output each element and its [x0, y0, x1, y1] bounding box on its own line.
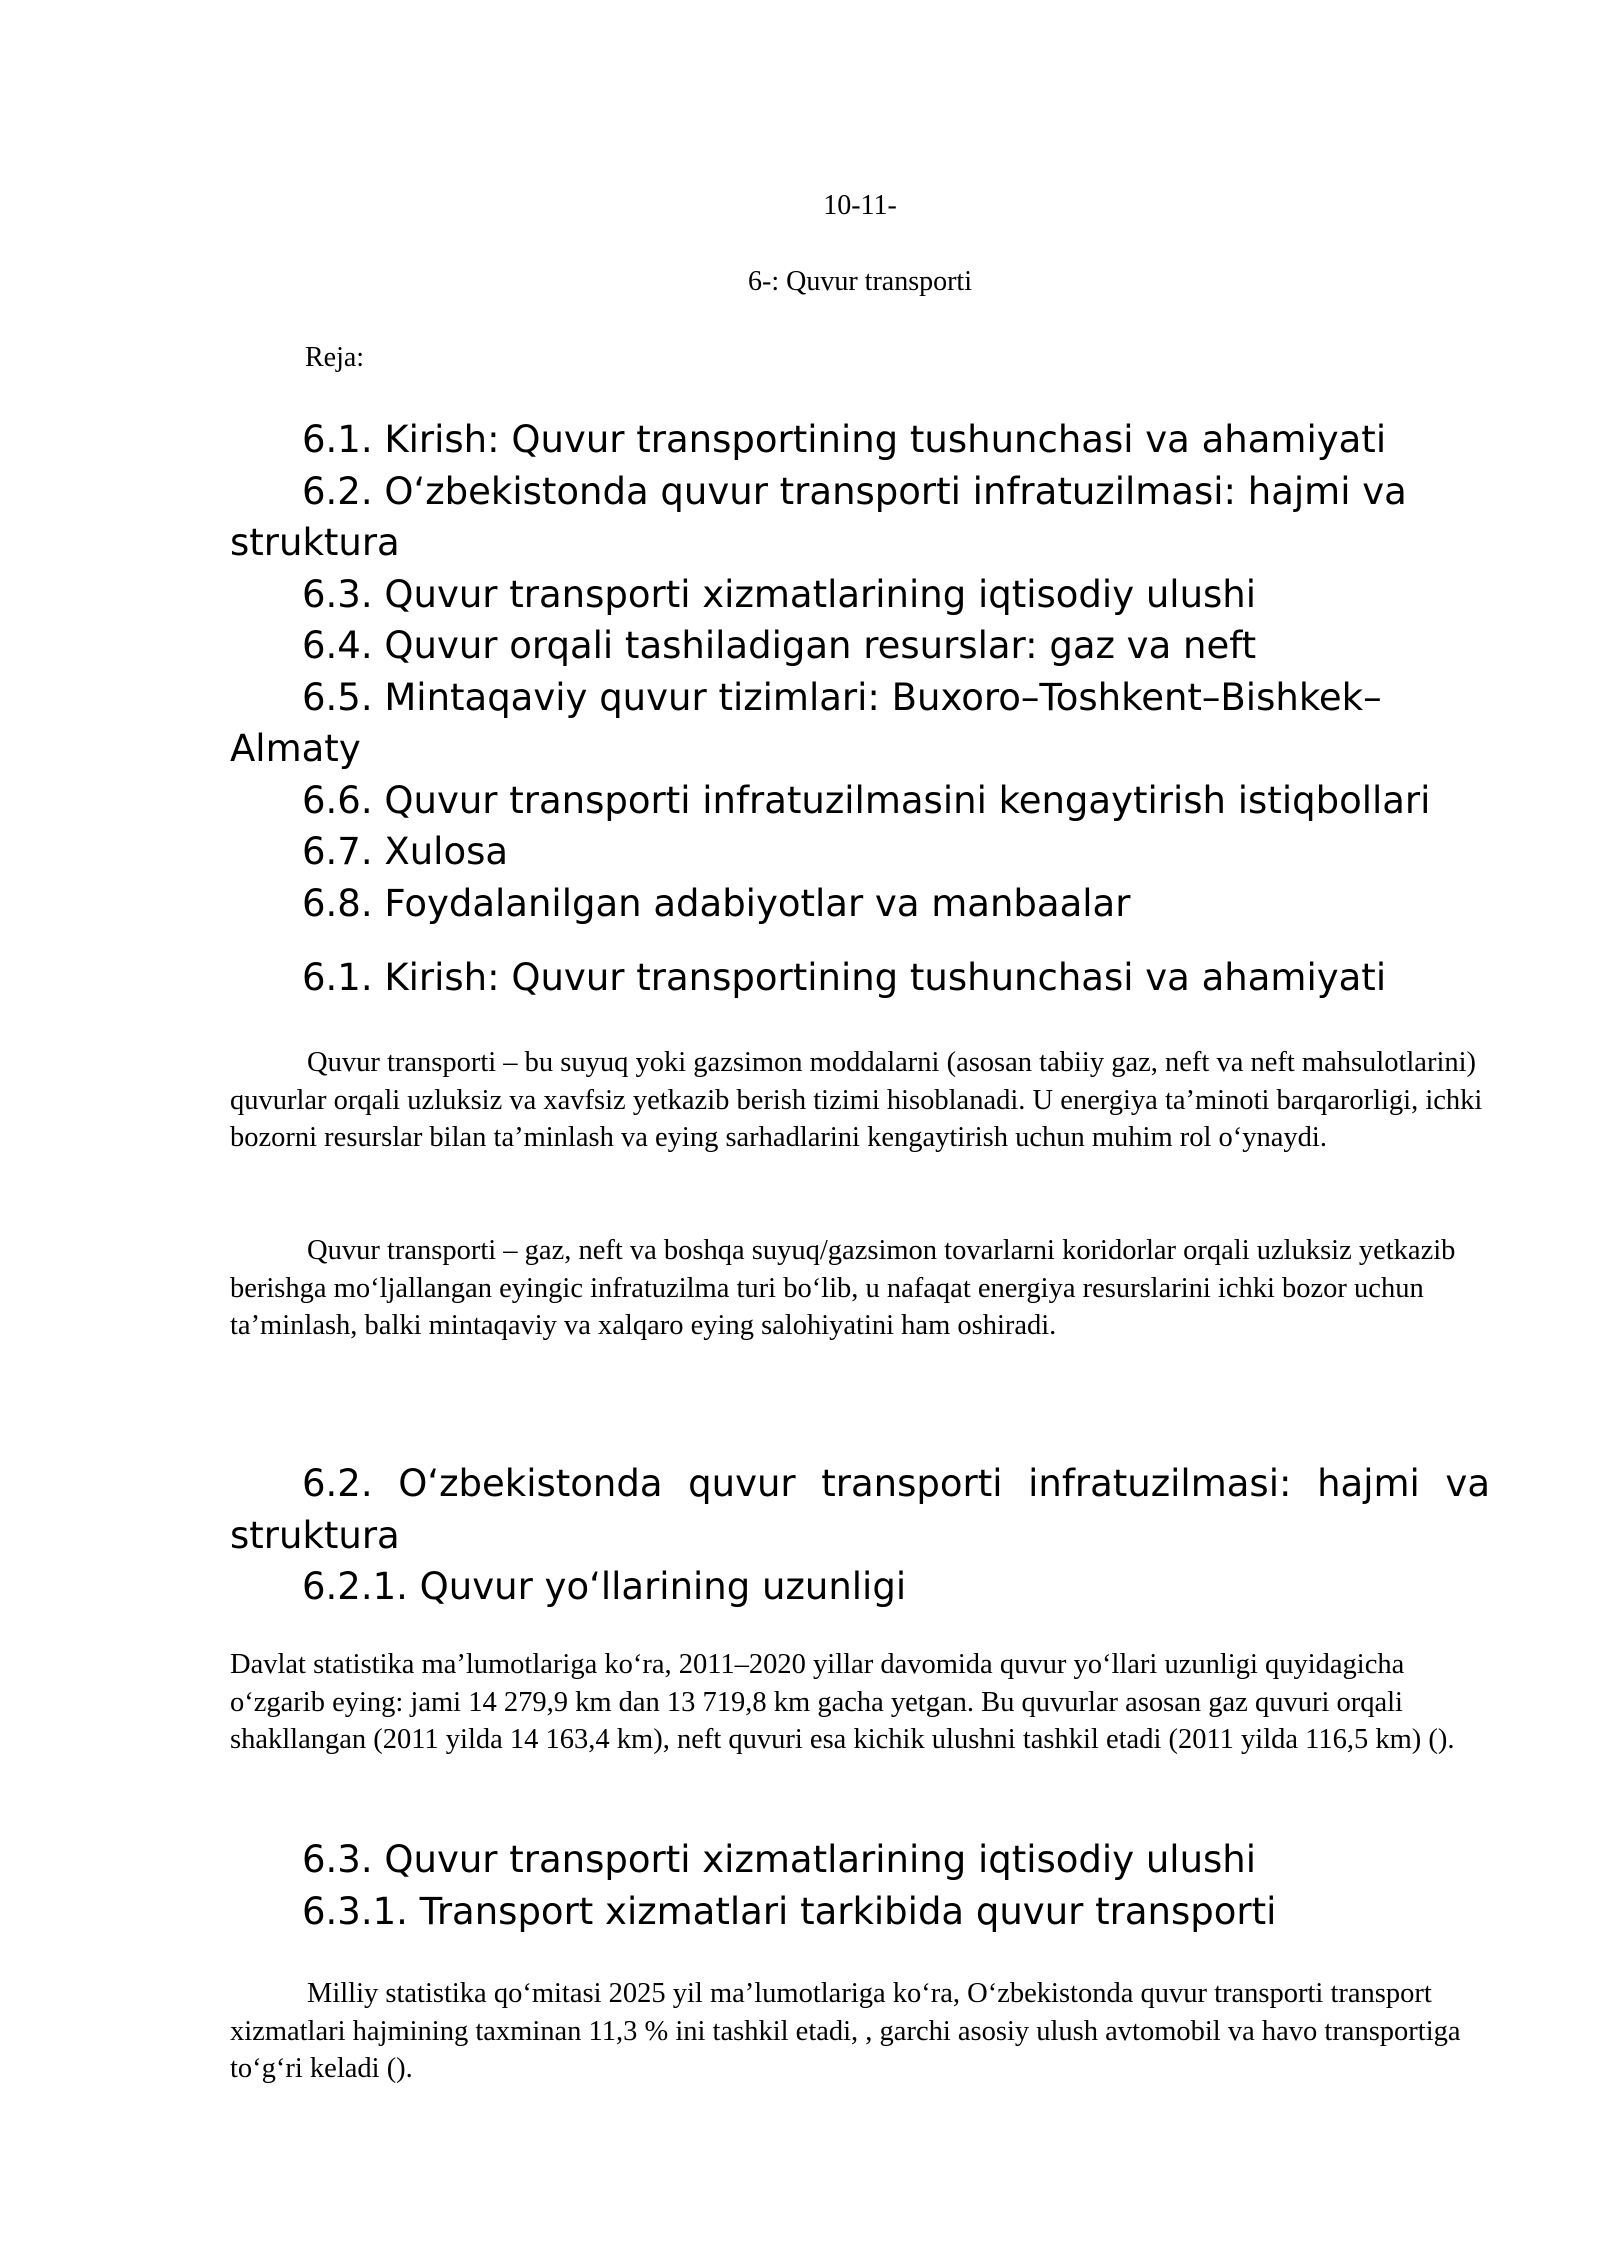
subsection-heading-6-3-1: 6.3.1. Transport xizmatlari tarkibida quvur transporti: [302, 1889, 1277, 1933]
section-6-1-paragraph-2: Quvur transporti – gaz, neft va boshqa suyuq/gazsimon tovarlarni koridorlar orqali uzluksiz yetkazib berishga mo‘ljallangan eyingic infratuzilma turi bo‘lib, u nafaqat energiya resurslarini ichki bozor uchun ta’minlash, balki mintaqaviy va xalqaro eying salohiyatini ham oshiradi.: [230, 1235, 1456, 1341]
plan-list: [230, 414, 1490, 929]
plan-item: 6.6. Quvur transporti infratuzilmasini kengaytirish istiqbollari: [302, 778, 1431, 822]
subsection-heading-6-2-1: 6.2.1. Quvur yo‘llarining uzunligi: [302, 1565, 907, 1608]
plan-item: 6.8. Foydalanilgan adabiyotlar va manbaalar: [302, 881, 1131, 925]
plan-item: 6.3. Quvur transporti xizmatlarining iqtisodiy ulushi: [302, 572, 1257, 616]
plan-item: 6.7. Xulosa: [302, 830, 509, 873]
plan-item: 6.4. Quvur orqali tashiladigan resurslar: gaz va neft: [302, 624, 1257, 667]
section-6-1-paragraph-1: Quvur transporti – bu suyuq yoki gazsimon moddalarni (asosan tabiiy gaz, neft va neft mahsulotlarini) quvurlar orqali uzluksiz va xavfsiz yetkazib berish tizimi hisoblanadi. U energiya ta’minoti barqarorligi, ichki bozorni resurslar bilan ta’minlash va eying sarhadlarini kengaytirish uchun muhim rol o‘ynaydi.: [230, 1047, 1483, 1153]
section-6-2-paragraph: Davlat statistika ma’lumotlariga ko‘ra, 2011–2020 yillar davomida quvur yo‘llari uzunligi quyidagicha o‘zgarib eying: jami 14 279,9 km dan 13 719,8 km gacha yetgan. Bu quvurlar asosan gaz quvuri orqali shakllangan (2011 yilda 14 163,4 km), neft quvuri esa kichik ulushni tashkil etadi (2011 yilda 116,5 km) ().: [230, 1649, 1455, 1755]
plan-item: 6.2. O‘zbekistonda quvur transporti infratuzilmasi: hajmi va struktura: [230, 469, 1407, 564]
section-heading-text: 6.3. Quvur transporti xizmatlarining iqtisodiy ulushi: [302, 1838, 1257, 1881]
section-heading-6-3: [230, 1834, 1490, 1937]
section-heading-text: 6.1. Kirish: Quvur transportining tushunchasi va ahamiyati: [302, 956, 1387, 999]
plan-item: 6.1. Kirish: Quvur transportining tushunchasi va ahamiyati: [302, 418, 1387, 461]
section-heading-6-2: [230, 1458, 1490, 1613]
document-number: 10-11-: [823, 190, 897, 221]
plan-item: 6.5. Mintaqaviy quvur tizimlari: Buxoro–Toshkent–Bishkek–Almaty: [230, 675, 1382, 770]
plan-label: Reja:: [305, 342, 365, 373]
section-heading-text: 6.2. O‘zbekistonda quvur transporti infratuzilmasi: hajmi va struktura: [230, 1462, 1490, 1557]
document-title: 6-: Quvur transporti: [748, 266, 972, 297]
section-6-3-paragraph: Milliy statistika qo‘mitasi 2025 yil ma’lumotlariga ko‘ra, O‘zbekistonda quvur transporti transport xizmatlari hajmining taxminan 11,3 % ini tashkil etadi, , garchi asosiy ulush avtomobil va havo transportiga to‘g‘ri keladi ().: [230, 1978, 1461, 2084]
section-heading-6-1: [230, 952, 1490, 1004]
